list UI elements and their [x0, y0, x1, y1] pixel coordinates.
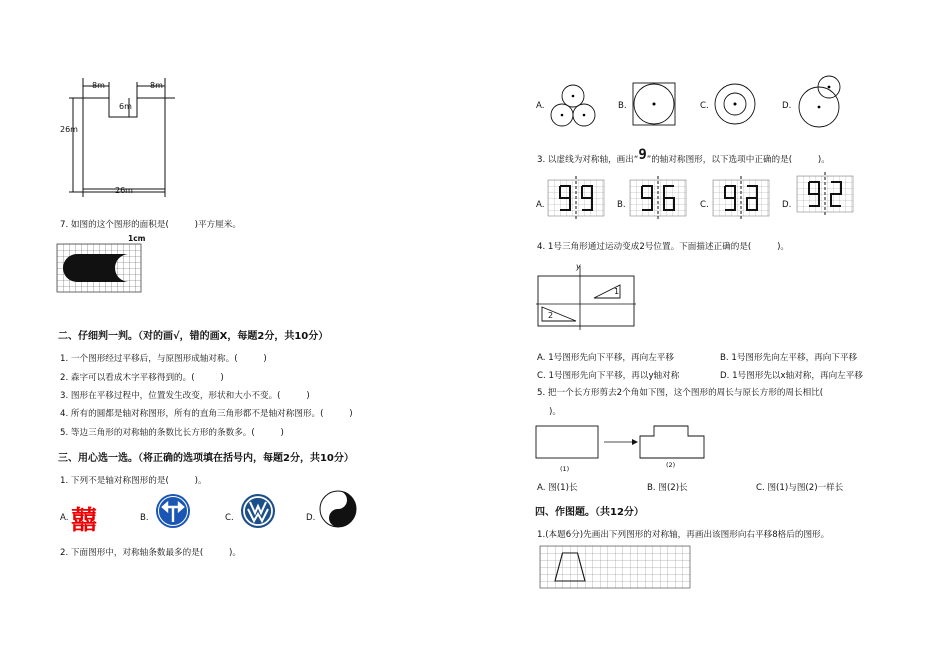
q5-fig-label-1: (1): [560, 465, 570, 473]
q4-triangle-2-label: 2: [548, 311, 554, 320]
circle-opt-label-b: B.: [618, 101, 627, 111]
q5-opt-a: A. 图(1)长: [537, 483, 578, 493]
q5-text: 5. 把一个长方形剪去2个角如下图，这个图形的周长与原长方形的周长相比(: [537, 388, 824, 398]
drawing-grid: [540, 546, 690, 588]
dim-top-right: 8m: [150, 81, 163, 90]
choice-q1: 1. 下列不是轴对称图形的是( )。: [60, 476, 207, 486]
q4-opt-d: D. 1号图形先以x轴对称，再向左平移: [720, 371, 863, 381]
draw-q1: 1.(本题6分)先画出下列图形的对称轴，再画出该图形向右平移8格后的图形。: [537, 530, 830, 540]
q5-text-end: )。: [549, 407, 561, 417]
dimension-figure: [55, 72, 180, 202]
q7-text: 7. 如图的这个图形的面积是( )平方厘米。: [60, 220, 241, 230]
choice-q1-label-a: A.: [60, 513, 69, 523]
judge-item-3: 3. 图形在平移过程中，位置发生改变，形状和大小不变。( ): [60, 391, 310, 401]
concentric-circles-figure: [713, 82, 757, 126]
choice-q1-label-d: D.: [306, 513, 316, 523]
q3-opt-label-d: D.: [782, 200, 792, 210]
q3-opt-label-b: B.: [617, 200, 626, 210]
dim-notch: 6m: [119, 102, 132, 111]
circle-opt-label-a: A.: [536, 101, 545, 111]
overlap-circles-figure: [797, 73, 845, 129]
yin-yang-icon: [319, 490, 357, 528]
section-4-title: 四、作图题。（共12分）: [535, 507, 644, 518]
q3-opt-label-c: C.: [700, 200, 709, 210]
choice-q1-label-b: B.: [140, 513, 149, 523]
q3-option-d-grid: [797, 176, 853, 212]
vw-logo-icon: [240, 493, 276, 529]
q5-opt-c: C. 图(1)与图(2)一样长: [756, 483, 844, 493]
dim-top-left: 8m: [92, 81, 105, 90]
q3-option-c-grid: [713, 180, 769, 216]
q3-text-pre: 3. 以虚线为对称轴，画出“: [537, 155, 639, 165]
q3-text-post: ”的轴对称图形，以下选项中正确的是( )。: [646, 155, 830, 165]
choice-q1-label-c: C.: [225, 513, 234, 523]
grid-shape-figure: [57, 244, 141, 292]
double-happiness-icon: 囍: [71, 506, 98, 536]
rectangle-cut-figure: [536, 420, 716, 470]
q5-fig-label-2: (2): [666, 461, 676, 469]
q4-axis-label: y: [576, 262, 581, 271]
dim-height: 26m: [60, 125, 78, 134]
dim-width: 26m: [115, 186, 133, 195]
judge-item-2: 2. 森字可以看成木字平移得到的。( ): [60, 373, 224, 383]
q7-scale-label: 1cm: [128, 234, 146, 243]
q4-text: 4. 1号三角形通过运动变成2号位置。下面描述正确的是( )。: [537, 242, 790, 252]
section-2-title: 二、仔细判一判。（对的画√，错的画X，每题2分，共10分）: [58, 331, 329, 342]
circle-opt-label-d: D.: [782, 101, 792, 111]
judge-item-4: 4. 所有的圆都是轴对称图形，所有的直角三角形都不是轴对称图形。( ): [60, 409, 353, 419]
q4-triangle-1-label: 1: [614, 287, 620, 296]
q4-opt-a: A. 1号图形先向下平移，再向左平移: [537, 353, 674, 363]
choice-q2: 2. 下面图形中，对称轴条数最多的是( )。: [60, 548, 241, 558]
square-circle-figure: [632, 82, 676, 126]
q4-opt-c: C. 1号图形先向下平移，再以y轴对称: [537, 371, 680, 381]
judge-item-1: 1. 一个图形经过平移后，与原图形成轴对称。( ): [60, 354, 267, 364]
q3-glyph: 9: [638, 147, 647, 163]
section-3-title: 三、用心选一选。（将正确的选项填在括号内，每题2分，共10分）: [58, 453, 354, 464]
q3-option-b-grid: [630, 180, 686, 216]
q4-opt-b: B. 1号图形先向左平移，再向下平移: [720, 353, 858, 363]
traffic-sign-icon: [155, 493, 191, 529]
q3-text: [537, 147, 830, 166]
q3-option-a-grid: [548, 180, 604, 216]
q5-opt-b: B. 图(2)长: [647, 483, 688, 493]
judge-item-5: 5. 等边三角形的对称轴的条数比长方形的条数多。( ): [60, 428, 284, 438]
q3-opt-label-a: A.: [536, 200, 545, 210]
three-circles-figure: [548, 82, 598, 130]
triangle-move-figure: [536, 264, 636, 330]
circle-opt-label-c: C.: [700, 101, 709, 111]
